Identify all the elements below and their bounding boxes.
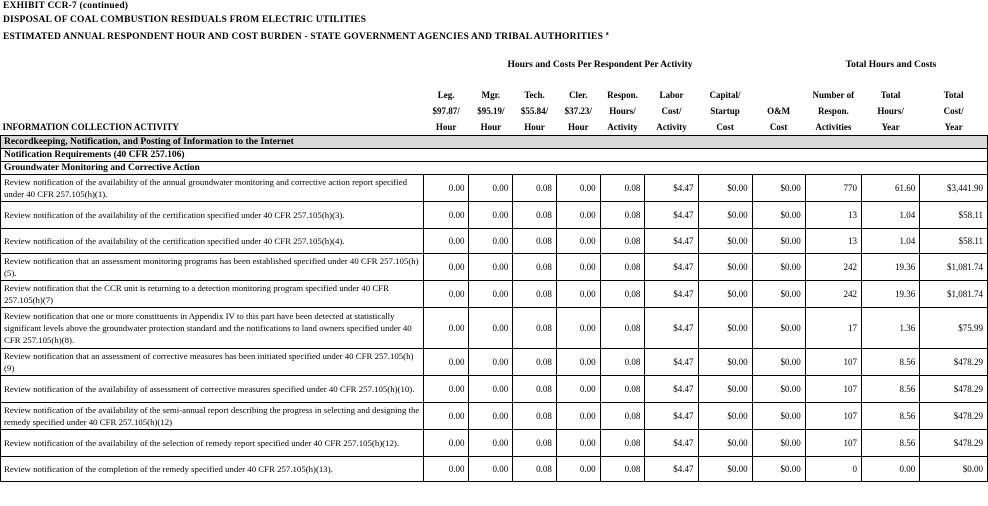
capital-cell: $0.00 — [698, 202, 752, 229]
tothours-cell: 19.36 — [861, 281, 919, 308]
col-activity — [1, 87, 424, 136]
activity-cell: Review notification of the availability of the semi-annual report describing the progress in selecting and designing the remedy specified under 40 CFR 257.105(h)(12) — [1, 403, 424, 430]
cler-cell: 0.00 — [556, 403, 600, 430]
col-om-l1 — [754, 87, 803, 103]
mgr-cell: 0.00 — [469, 254, 513, 281]
labor-cell: $4.47 — [645, 308, 698, 349]
col-labor — [645, 87, 698, 136]
tech-cell: 0.08 — [513, 202, 557, 229]
om-cell: $0.00 — [752, 430, 805, 457]
om-cell: $0.00 — [752, 403, 805, 430]
col-respon — [600, 87, 645, 136]
document-title: DISPOSAL OF COAL COMBUSTION RESIDUALS FROM ELECTRIC UTILITIES — [3, 15, 367, 25]
group-header-per-activity: Hours and Costs Per Respondent Per Activity — [507, 60, 693, 70]
col-respon-l3: Activity — [607, 122, 638, 132]
column-header-row — [1, 87, 988, 136]
mgr-cell: 0.00 — [469, 349, 513, 376]
om-cell: $0.00 — [752, 376, 805, 403]
totcost-cell: $58.11 — [920, 229, 988, 254]
tothours-cell: 61.60 — [861, 175, 919, 202]
tothours-cell: 8.56 — [861, 349, 919, 376]
burden-table — [0, 87, 988, 482]
labor-cell: $4.47 — [645, 430, 698, 457]
labor-cell: $4.47 — [645, 376, 698, 403]
activity-cell: Review notification of the availability of the certification specified under 40 CFR 257.105(h)(3). — [1, 202, 424, 229]
col-mgr — [469, 87, 513, 136]
totcost-cell: $58.11 — [920, 202, 988, 229]
capital-cell: $0.00 — [698, 308, 752, 349]
tech-cell: 0.08 — [513, 281, 557, 308]
capital-cell: $0.00 — [698, 254, 752, 281]
respon-cell: 0.08 — [600, 457, 645, 482]
cler-cell: 0.00 — [556, 376, 600, 403]
tech-cell: 0.08 — [513, 403, 557, 430]
col-cler-l3: Hour — [568, 122, 589, 132]
tothours-cell: 8.56 — [861, 403, 919, 430]
table-row — [1, 376, 988, 403]
leg-cell: 0.00 — [423, 376, 469, 403]
footnote-marker: a — [605, 31, 609, 37]
col-tech — [513, 87, 557, 136]
leg-cell: 0.00 — [423, 281, 469, 308]
mgr-cell: 0.00 — [469, 202, 513, 229]
labor-cell: $4.47 — [645, 202, 698, 229]
subsubsection-title: Groundwater Monitoring and Corrective Action — [1, 162, 988, 175]
capital-cell: $0.00 — [698, 281, 752, 308]
om-cell: $0.00 — [752, 457, 805, 482]
col-tothours-l1: Total — [880, 90, 901, 100]
col-cler-l2: $37.23/ — [564, 106, 592, 116]
col-totcost-l1: Total — [943, 90, 964, 100]
tech-cell: 0.08 — [513, 175, 557, 202]
activity-cell: Review notification of the availability of assessment of corrective measures specified under 40 CFR 257.105(h)(10). — [1, 376, 424, 403]
col-tech-l1: Tech. — [524, 90, 545, 100]
col-num-l2: Respon. — [817, 106, 849, 116]
tech-cell: 0.08 — [513, 376, 557, 403]
tothours-cell: 8.56 — [861, 430, 919, 457]
table-row — [1, 349, 988, 376]
table-row — [1, 175, 988, 202]
leg-cell: 0.00 — [423, 403, 469, 430]
col-cler — [556, 87, 600, 136]
col-leg-l2: $97.87/ — [432, 106, 460, 116]
col-activity-label: INFORMATION COLLECTION ACTIVITY — [2, 122, 179, 132]
table-row — [1, 430, 988, 457]
activity-cell: Review notification that an assessment of corrective measures has been initiated specified under 40 CFR 257.105(h)(9) — [1, 349, 424, 376]
num-cell: 0 — [805, 457, 861, 482]
om-cell: $0.00 — [752, 175, 805, 202]
mgr-cell: 0.00 — [469, 281, 513, 308]
activity-cell: Review notification that an assessment monitoring programs has been established specified under 40 CFR 257.105(h)(5). — [1, 254, 424, 281]
respon-cell: 0.08 — [600, 308, 645, 349]
tech-cell: 0.08 — [513, 457, 557, 482]
col-capital-l2: Startup — [710, 106, 740, 116]
respon-cell: 0.08 — [600, 349, 645, 376]
activity-cell: Review notification of the availability of the annual groundwater monitoring and corrective action report specified under 40 CFR 257.105(h)(1). — [1, 175, 424, 202]
totcost-cell: $1,081.74 — [920, 281, 988, 308]
col-om-l3: Cost — [769, 122, 788, 132]
activity-cell: Review notification that the CCR unit is returning to a detection monitoring program specified under 40 CFR 257.105(h)(7) — [1, 281, 424, 308]
cler-cell: 0.00 — [556, 281, 600, 308]
mgr-cell: 0.00 — [469, 430, 513, 457]
om-cell: $0.00 — [752, 254, 805, 281]
col-leg-l1: Leg. — [437, 90, 455, 100]
labor-cell: $4.47 — [645, 457, 698, 482]
activity-cell: Review notification of the availability of the selection of remedy report specified under 40 CFR 257.105(h)(12). — [1, 430, 424, 457]
num-cell: 770 — [805, 175, 861, 202]
leg-cell: 0.00 — [423, 175, 469, 202]
om-cell: $0.00 — [752, 281, 805, 308]
col-om-l2: O&M — [767, 106, 791, 116]
col-tothours-l3: Year — [881, 122, 900, 132]
col-capital — [698, 87, 752, 136]
om-cell: $0.00 — [752, 202, 805, 229]
respon-cell: 0.08 — [600, 376, 645, 403]
respon-cell: 0.08 — [600, 254, 645, 281]
tech-cell: 0.08 — [513, 229, 557, 254]
tothours-cell: 1.36 — [861, 308, 919, 349]
labor-cell: $4.47 — [645, 281, 698, 308]
tothours-cell: 8.56 — [861, 376, 919, 403]
col-tothours — [861, 87, 919, 136]
totcost-cell: $75.99 — [920, 308, 988, 349]
capital-cell: $0.00 — [698, 349, 752, 376]
mgr-cell: 0.00 — [469, 403, 513, 430]
capital-cell: $0.00 — [698, 430, 752, 457]
subsection-title: Notification Requirements (40 CFR 257.106) — [1, 149, 988, 162]
col-num — [805, 87, 861, 136]
totcost-cell: $3,441.90 — [920, 175, 988, 202]
leg-cell: 0.00 — [423, 349, 469, 376]
col-capital-l1: Capital/ — [709, 90, 741, 100]
labor-cell: $4.47 — [645, 175, 698, 202]
respon-cell: 0.08 — [600, 229, 645, 254]
om-cell: $0.00 — [752, 349, 805, 376]
cler-cell: 0.00 — [556, 308, 600, 349]
col-labor-l2: Cost/ — [661, 106, 682, 116]
tech-cell: 0.08 — [513, 254, 557, 281]
totcost-cell: $478.29 — [920, 403, 988, 430]
subsection-row — [1, 149, 988, 162]
respon-cell: 0.08 — [600, 202, 645, 229]
tothours-cell: 19.36 — [861, 254, 919, 281]
table-title-text: ESTIMATED ANNUAL RESPONDENT HOUR AND COST BURDEN - STATE GOVERNMENT AGENCIES AND TRIBAL AUTHORITIES — [3, 32, 604, 43]
totcost-cell: $0.00 — [920, 457, 988, 482]
activity-cell: Review notification that one or more constituents in Appendix IV to this part have been detected at statistically significant levels above the groundwater protection standard and the notifications to land owners specified under 40 CFR 257.105(h)(8). — [1, 308, 424, 349]
activity-cell: Review notification of the completion of the remedy specified under 40 CFR 257.105(h)(13). — [1, 457, 424, 482]
table-row — [1, 308, 988, 349]
respon-cell: 0.08 — [600, 281, 645, 308]
tothours-cell: 1.04 — [861, 229, 919, 254]
tech-cell: 0.08 — [513, 308, 557, 349]
num-cell: 13 — [805, 229, 861, 254]
table-row — [1, 457, 988, 482]
mgr-cell: 0.00 — [469, 376, 513, 403]
leg-cell: 0.00 — [423, 254, 469, 281]
num-cell: 242 — [805, 281, 861, 308]
exhibit-title: EXHIBIT CCR-7 (continued) — [3, 1, 129, 11]
col-om — [752, 87, 805, 136]
om-cell: $0.00 — [752, 308, 805, 349]
col-respon-l1: Respon. — [607, 90, 638, 100]
cler-cell: 0.00 — [556, 254, 600, 281]
labor-cell: $4.47 — [645, 254, 698, 281]
labor-cell: $4.47 — [645, 349, 698, 376]
totcost-cell: $478.29 — [920, 430, 988, 457]
leg-cell: 0.00 — [423, 308, 469, 349]
cler-cell: 0.00 — [556, 229, 600, 254]
group-header-totals: Total Hours and Costs — [845, 60, 937, 70]
totcost-cell: $478.29 — [920, 349, 988, 376]
cler-cell: 0.00 — [556, 202, 600, 229]
mgr-cell: 0.00 — [469, 308, 513, 349]
capital-cell: $0.00 — [698, 376, 752, 403]
col-mgr-l3: Hour — [480, 122, 502, 132]
tech-cell: 0.08 — [513, 349, 557, 376]
col-leg-l3: Hour — [435, 122, 457, 132]
mgr-cell: 0.00 — [469, 175, 513, 202]
capital-cell: $0.00 — [698, 457, 752, 482]
leg-cell: 0.00 — [423, 202, 469, 229]
col-totcost — [920, 87, 988, 136]
capital-cell: $0.00 — [698, 229, 752, 254]
col-mgr-l2: $95.19/ — [477, 106, 505, 116]
capital-cell: $0.00 — [698, 175, 752, 202]
section-row — [1, 136, 988, 149]
num-cell: 13 — [805, 202, 861, 229]
totcost-cell: $478.29 — [920, 376, 988, 403]
table-row — [1, 229, 988, 254]
col-labor-l3: Activity — [656, 122, 687, 132]
cler-cell: 0.00 — [556, 457, 600, 482]
leg-cell: 0.00 — [423, 430, 469, 457]
col-totcost-l2: Cost/ — [943, 106, 964, 116]
tech-cell: 0.08 — [513, 430, 557, 457]
col-cler-l1: Cler. — [569, 90, 588, 100]
section-title: Recordkeeping, Notification, and Posting of Information to the Internet — [1, 136, 988, 149]
mgr-cell: 0.00 — [469, 229, 513, 254]
col-labor-l1: Labor — [659, 90, 684, 100]
col-tech-l3: Hour — [524, 122, 545, 132]
col-tech-l2: $55.84/ — [520, 106, 549, 116]
om-cell: $0.00 — [752, 229, 805, 254]
labor-cell: $4.47 — [645, 229, 698, 254]
col-mgr-l1: Mgr. — [481, 90, 501, 100]
respon-cell: 0.08 — [600, 175, 645, 202]
num-cell: 17 — [805, 308, 861, 349]
num-cell: 107 — [805, 349, 861, 376]
tothours-cell: 0.00 — [861, 457, 919, 482]
col-totcost-l3: Year — [944, 122, 963, 132]
leg-cell: 0.00 — [423, 229, 469, 254]
activity-cell: Review notification of the availability of the certification specified under 40 CFR 257.105(h)(4). — [1, 229, 424, 254]
col-capital-l3: Cost — [716, 122, 734, 132]
num-cell: 107 — [805, 403, 861, 430]
table-title — [3, 31, 609, 42]
tothours-cell: 1.04 — [861, 202, 919, 229]
respon-cell: 0.08 — [600, 430, 645, 457]
capital-cell: $0.00 — [698, 403, 752, 430]
cler-cell: 0.00 — [556, 430, 600, 457]
leg-cell: 0.00 — [423, 457, 469, 482]
col-tothours-l2: Hours/ — [877, 106, 904, 116]
subsubsection-row — [1, 162, 988, 175]
col-num-l1: Number of — [812, 90, 855, 100]
totcost-cell: $1,081.74 — [920, 254, 988, 281]
num-cell: 107 — [805, 376, 861, 403]
num-cell: 242 — [805, 254, 861, 281]
col-num-l3: Activities — [815, 122, 852, 132]
labor-cell: $4.47 — [645, 403, 698, 430]
table-row — [1, 403, 988, 430]
table-row — [1, 281, 988, 308]
col-leg — [423, 87, 469, 136]
cler-cell: 0.00 — [556, 349, 600, 376]
mgr-cell: 0.00 — [469, 457, 513, 482]
num-cell: 107 — [805, 430, 861, 457]
table-row — [1, 254, 988, 281]
table-row — [1, 202, 988, 229]
cler-cell: 0.00 — [556, 175, 600, 202]
respon-cell: 0.08 — [600, 403, 645, 430]
col-respon-l2: Hours/ — [609, 106, 636, 116]
